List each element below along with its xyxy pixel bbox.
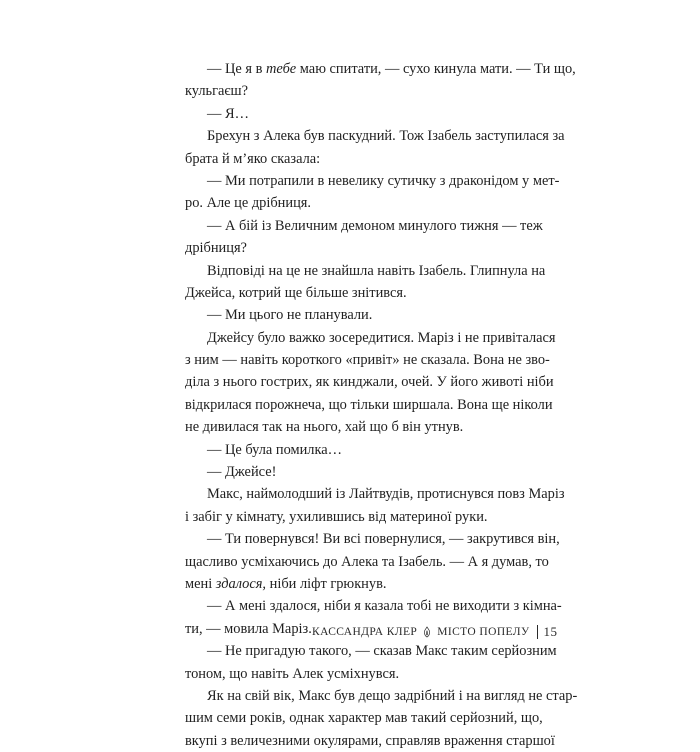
- text-segment: — Не пригадую такого, — сказав Макс таким серйозним: [207, 643, 557, 660]
- text-line: [185, 260, 546, 282]
- text-segment: вкупі з величезними окулярами, справляв враження старшої: [185, 732, 555, 749]
- text-segment: Джейсу було важко зосередитися. Маріз і не привіталася: [207, 329, 556, 346]
- text-segment: — А бій із Величним демоном минулого тижня — теж: [207, 217, 543, 234]
- text-segment: Брехун з Алека був паскудний. Тож Ізабель заступилася за: [207, 128, 565, 145]
- text-line: [185, 640, 557, 662]
- text-line: [185, 170, 560, 192]
- text-segment: — Ми цього не планували.: [207, 307, 373, 324]
- page-number: 15: [543, 624, 558, 639]
- flame-ornament-icon: [421, 626, 433, 638]
- text-line: [185, 125, 565, 147]
- text-segment: — Ти повернувся! Ви всі повернулися, — закрутився він,: [207, 531, 560, 548]
- text-line: [185, 215, 543, 237]
- text-line: [185, 371, 554, 393]
- text-segment: — Це я в: [207, 61, 266, 77]
- text-line: [185, 282, 531, 304]
- text-segment: дрібниця?: [185, 240, 247, 257]
- text-segment: — Це була помилка…: [207, 441, 343, 458]
- text-line: [185, 103, 531, 125]
- text-segment: щасливо усміхаючись до Алека та Ізабель. — А я думав, то: [185, 553, 549, 570]
- text-line: [185, 707, 543, 729]
- text-line: [185, 394, 553, 416]
- text-line: [185, 304, 531, 326]
- text-segment: брата й м’яко сказала:: [185, 150, 321, 167]
- text-line: [185, 237, 531, 259]
- text-line: [185, 327, 556, 349]
- text-line: [185, 730, 555, 752]
- text-line: [185, 663, 531, 685]
- text-line: [185, 573, 531, 595]
- text-segment: Джейса, котрий ще більше знітився.: [185, 284, 407, 301]
- text-line: [185, 80, 531, 102]
- text-segment: і забіг у кімнату, ухилившись від материної руки.: [185, 508, 488, 525]
- text-segment: не дивилася так на нього, хай що б він утнув.: [185, 419, 464, 436]
- text-segment: Відповіді на це не знайшла навіть Ізабель. Глипнула на: [207, 262, 546, 279]
- text-line: [185, 685, 578, 707]
- text-line: [185, 439, 531, 461]
- text-line: [185, 483, 565, 505]
- text-line: [185, 461, 531, 483]
- text-line: [185, 551, 549, 573]
- text-line: [185, 349, 550, 371]
- italic-segment: тебе: [265, 61, 297, 77]
- text-line: [185, 192, 531, 214]
- text-line: [185, 506, 531, 528]
- text-line: [185, 58, 576, 80]
- text-segment: ти, — мовила Маріз.: [185, 620, 312, 637]
- text-segment: ніби ліфт грюкнув.: [266, 575, 387, 592]
- text-line: [185, 595, 562, 617]
- text-segment: — Ми потрапили в невелику сутичку з драконідом у мет-: [207, 172, 560, 189]
- text-segment: — Джейсе!: [207, 464, 277, 481]
- italic-segment: здалося,: [215, 575, 267, 592]
- text-line: [185, 528, 560, 550]
- text-segment: Макс, наймолодший із Лайтвудів, протиснувся повз Маріз: [207, 486, 565, 503]
- footer-divider: [537, 625, 538, 639]
- text-line: [185, 148, 531, 170]
- text-segment: тоном, що навіть Алек усміхнувся.: [185, 665, 400, 682]
- text-segment: з ним — навіть короткого «привіт» не сказала. Вона не зво-: [185, 352, 550, 369]
- running-footer: [312, 624, 558, 640]
- running-title: МІСТО ПОПЕЛУ: [437, 626, 530, 638]
- running-author: КАССАНДРА КЛЕР: [312, 626, 418, 638]
- text-segment: відкрилася порожнеча, що тільки ширшала. Вона ще ніколи: [185, 396, 553, 413]
- text-segment: діла з нього гострих, як кинджали, очей. У його животі ніби: [185, 374, 554, 391]
- text-segment: кульгаєш?: [185, 83, 249, 100]
- text-segment: маю спитати, — сухо кинула мати. — Ти що,: [296, 61, 576, 77]
- text-segment: Як на свій вік, Макс був дещо задрібний і на вигляд не стар-: [207, 687, 578, 704]
- text-segment: шим семи років, однак характер мав такий серйозний, що,: [185, 710, 543, 727]
- text-line: [185, 416, 531, 438]
- text-segment: — А мені здалося, ніби я казала тобі не виходити з кімна-: [207, 598, 562, 615]
- text-segment: — Я…: [207, 105, 249, 122]
- text-segment: мені: [185, 575, 216, 592]
- text-segment: ро. Але це дрібниця.: [185, 195, 311, 212]
